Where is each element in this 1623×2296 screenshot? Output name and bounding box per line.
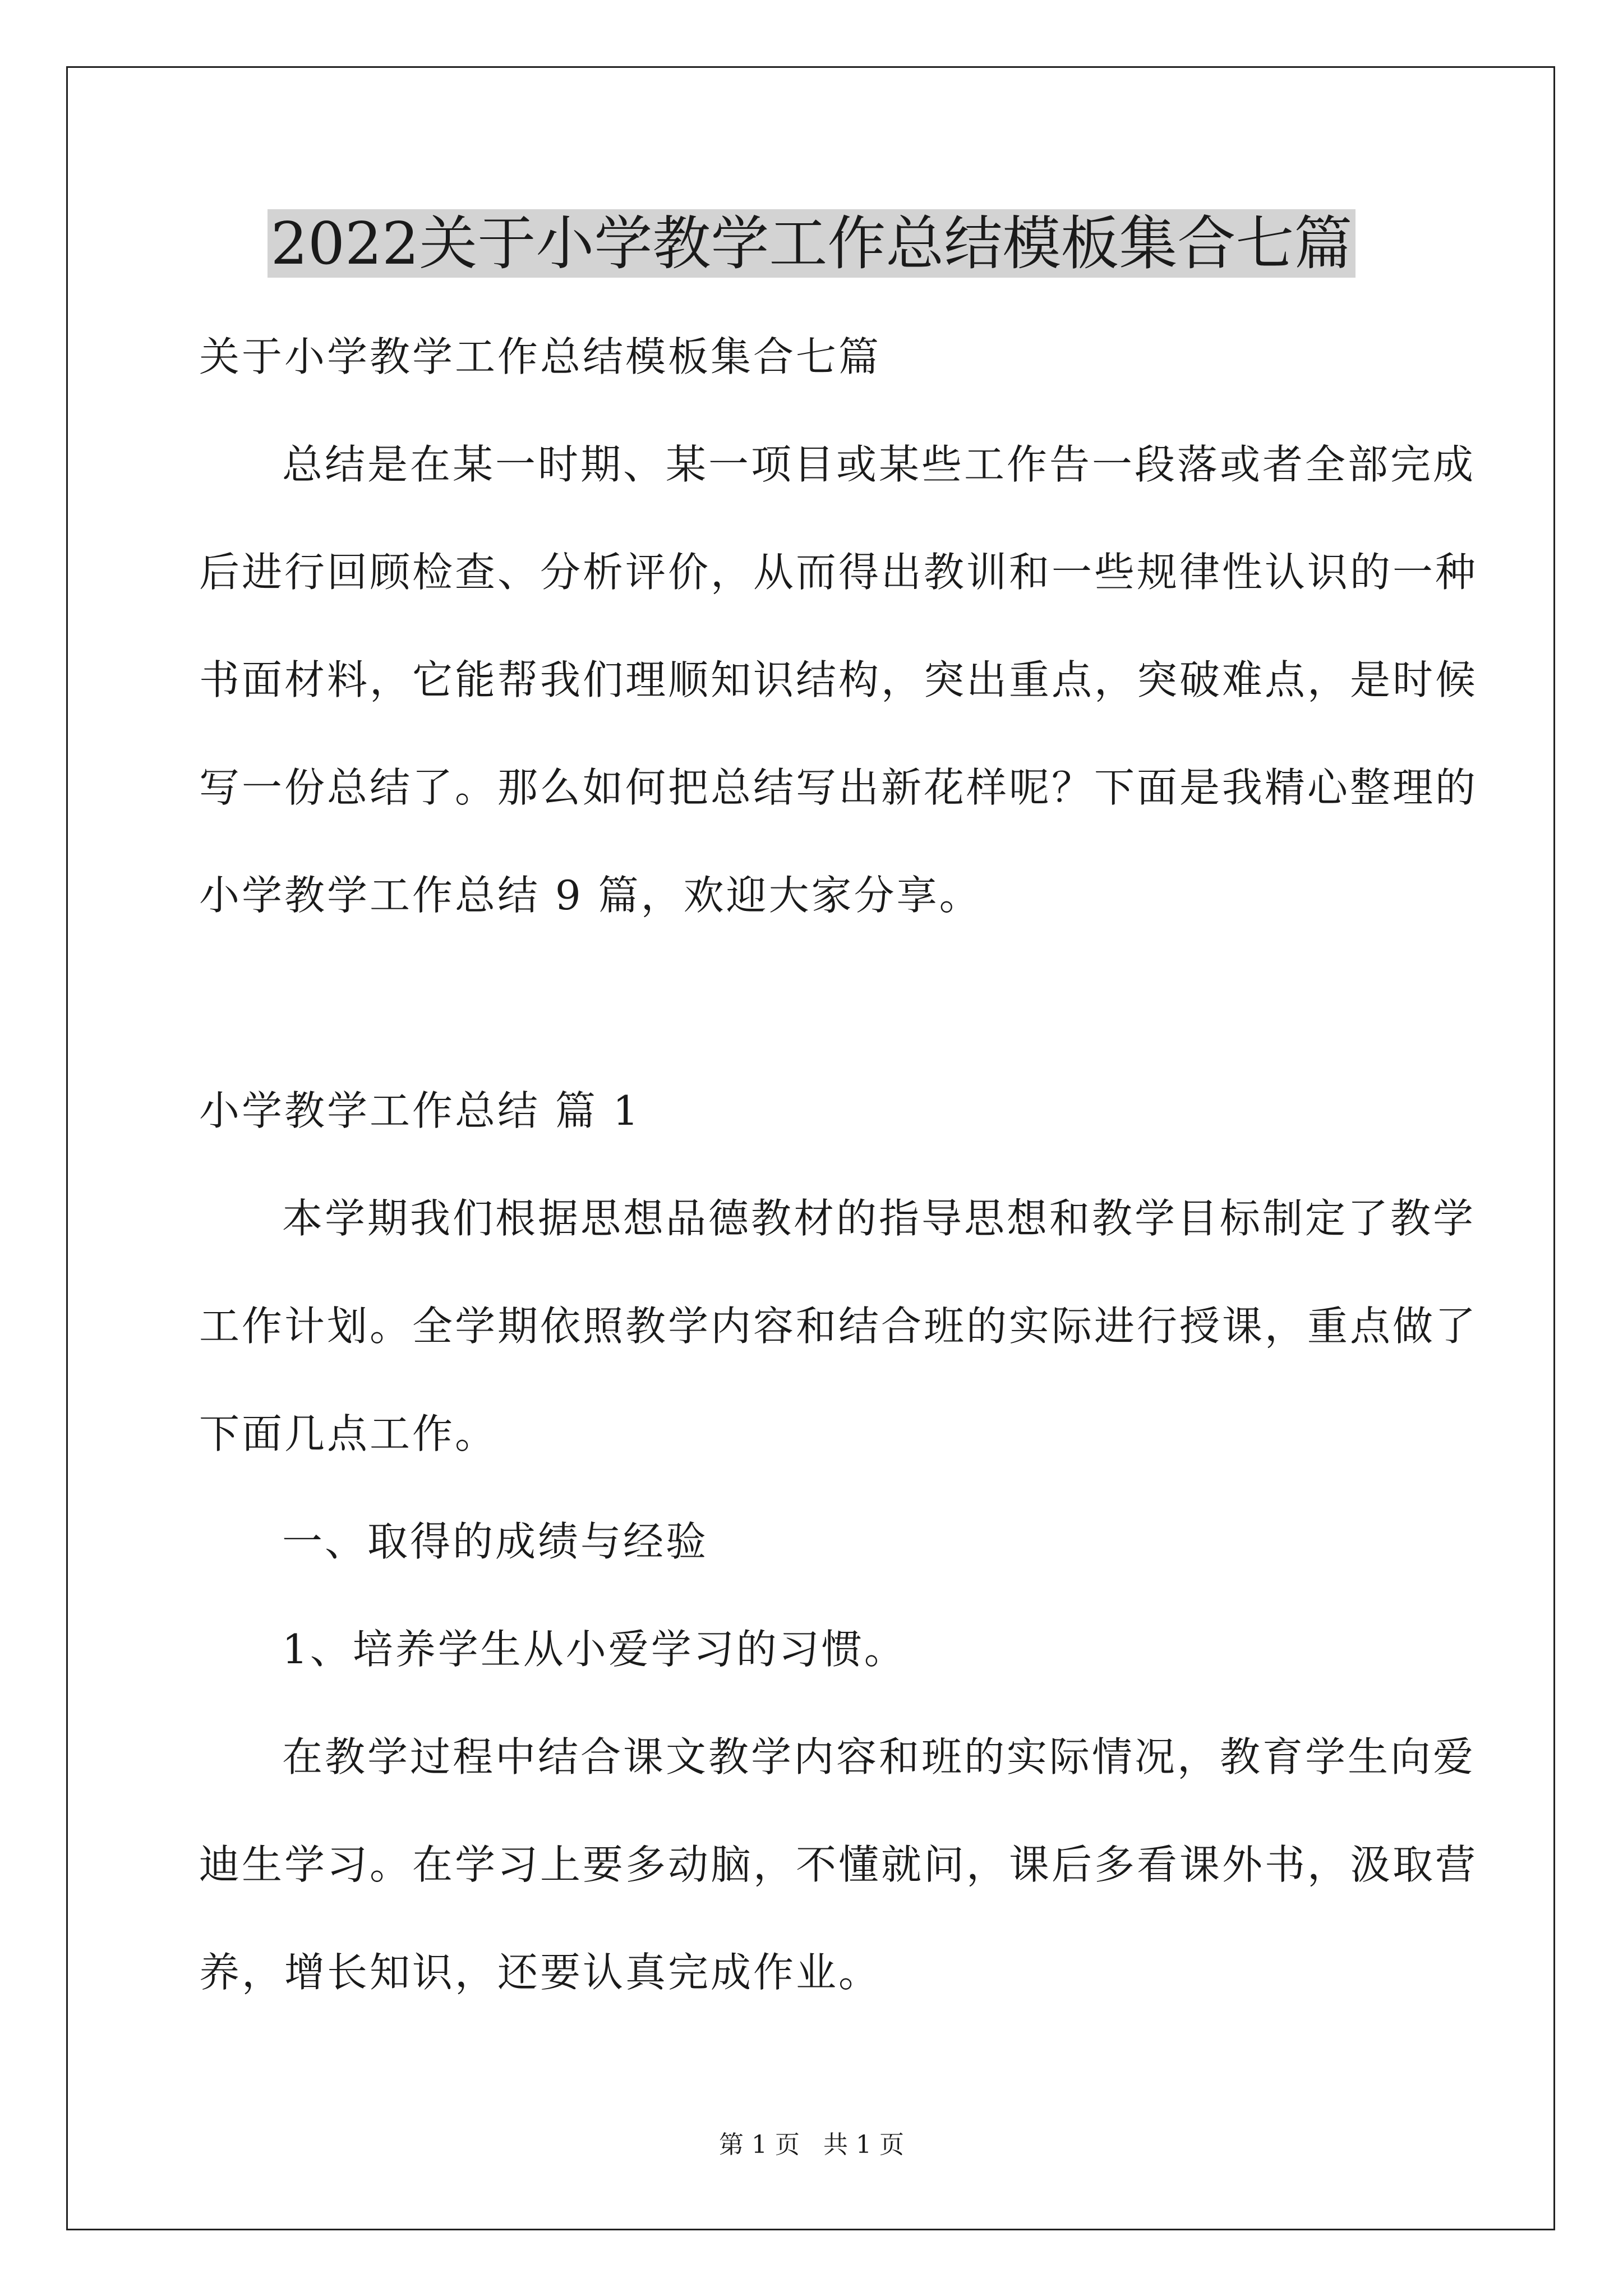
intro-line-3: 书面材料，它能帮我们理顺知识结构，突出重点，突破难点，是时候 — [199, 656, 1478, 703]
section-para2-line-3: 养，增长知识，还要认真完成作业。 — [199, 1949, 882, 1996]
intro-line-2: 后进行回顾检查、分析评价，从而得出教训和一些规律性认识的一种 — [199, 549, 1478, 596]
section-para2-line-2: 迪生学习。在学习上要多动脑，不懂就问，课后多看课外书，汲取营 — [199, 1841, 1478, 1888]
document-title-text: 2022关于小学教学工作总结模板集合七篇 — [268, 209, 1356, 278]
section-heading: 小学教学工作总结 篇 1 — [199, 1087, 641, 1134]
intro-line-5: 小学教学工作总结 9 篇，欢迎大家分享。 — [199, 872, 982, 919]
document-subtitle: 关于小学教学工作总结模板集合七篇 — [199, 333, 882, 380]
subpoint-heading: 1、培养学生从小爱学习的习惯。 — [282, 1626, 907, 1673]
page-number-footer: 第 1 页 共 1 页 — [719, 2131, 904, 2159]
point-heading: 一、取得的成绩与经验 — [282, 1518, 709, 1565]
intro-line-4: 写一份总结了。那么如何把总结写出新花样呢？下面是我精心整理的 — [199, 764, 1478, 811]
section-para1-line-2: 工作计划。全学期依照教学内容和结合班的实际进行授课，重点做了 — [199, 1303, 1478, 1350]
intro-line-1: 总结是在某一时期、某一项目或某些工作告一段落或者全部完成 — [282, 441, 1476, 488]
document-body — [199, 303, 1478, 2026]
section-para2-line-1: 在教学过程中结合课文教学内容和班的实际情况，教育学生向爱 — [282, 1733, 1476, 1780]
section-para1-line-3: 下面几点工作。 — [199, 1410, 498, 1457]
paragraph-spacer — [199, 949, 1430, 1057]
section-para1-line-1: 本学期我们根据思想品德教材的指导思想和教学目标制定了教学 — [282, 1195, 1476, 1242]
document-title — [0, 204, 1623, 283]
